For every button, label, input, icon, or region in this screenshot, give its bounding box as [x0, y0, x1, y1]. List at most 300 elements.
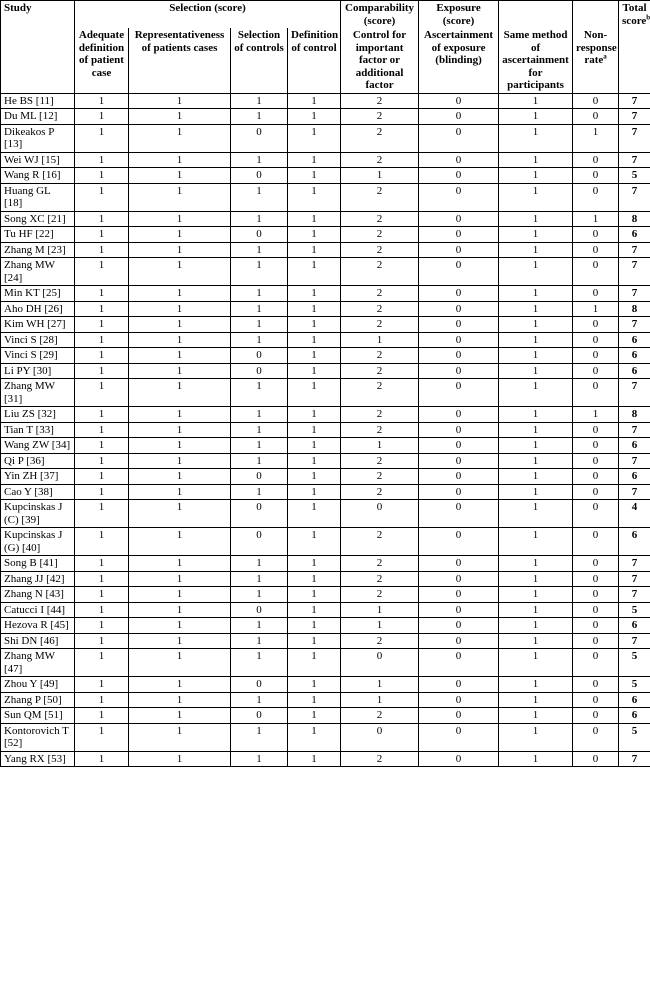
score-cell: 1: [499, 211, 573, 227]
score-cell: 0: [231, 168, 288, 184]
score-cell: 1: [231, 587, 288, 603]
score-cell: 1: [75, 227, 129, 243]
score-cell: 1: [499, 571, 573, 587]
score-cell: 2: [341, 348, 419, 364]
score-cell: 1: [341, 332, 419, 348]
score-cell: 0: [573, 93, 619, 109]
score-cell: 1: [499, 677, 573, 693]
study-cell: Kim WH [27]: [1, 317, 75, 333]
score-cell: 1: [288, 649, 341, 677]
study-cell: Tian T [33]: [1, 422, 75, 438]
score-cell: 0: [419, 484, 499, 500]
score-cell: 1: [231, 751, 288, 767]
same-method-header: Same method of ascertainment for participants: [499, 28, 573, 93]
score-cell: 1: [573, 407, 619, 423]
score-cell: 1: [231, 152, 288, 168]
score-cell: 0: [419, 363, 499, 379]
total-score-cell: 8: [619, 407, 650, 423]
score-cell: 1: [341, 618, 419, 634]
score-cell: 1: [75, 242, 129, 258]
score-cell: 1: [75, 484, 129, 500]
score-cell: 1: [288, 587, 341, 603]
score-cell: 1: [75, 379, 129, 407]
score-cell: 0: [573, 556, 619, 572]
score-cell: 1: [288, 723, 341, 751]
score-cell: 0: [419, 109, 499, 125]
score-cell: 0: [231, 602, 288, 618]
score-cell: 2: [341, 528, 419, 556]
score-cell: 1: [129, 602, 231, 618]
score-cell: 0: [419, 317, 499, 333]
score-cell: 0: [419, 301, 499, 317]
table-row: [1, 332, 650, 348]
score-cell: 0: [231, 677, 288, 693]
table-row: [1, 723, 650, 751]
score-cell: 1: [129, 751, 231, 767]
score-cell: 1: [573, 301, 619, 317]
score-cell: 1: [129, 556, 231, 572]
table-row: [1, 183, 650, 211]
score-cell: 1: [499, 649, 573, 677]
score-cell: 0: [573, 332, 619, 348]
score-cell: 1: [341, 438, 419, 454]
score-cell: 0: [573, 242, 619, 258]
table-row: [1, 618, 650, 634]
table-row: [1, 469, 650, 485]
score-cell: 0: [573, 453, 619, 469]
score-cell: 1: [499, 258, 573, 286]
table-row: [1, 168, 650, 184]
total-score-cell: 5: [619, 649, 650, 677]
total-score-cell: 7: [619, 124, 650, 152]
score-cell: 2: [341, 152, 419, 168]
score-cell: 0: [573, 286, 619, 302]
score-cell: 0: [573, 469, 619, 485]
score-cell: 1: [231, 692, 288, 708]
score-cell: 0: [341, 723, 419, 751]
score-cell: 1: [288, 571, 341, 587]
score-cell: 1: [129, 242, 231, 258]
total-score-cell: 6: [619, 363, 650, 379]
total-score-cell: 6: [619, 528, 650, 556]
score-cell: 1: [341, 602, 419, 618]
score-cell: 1: [75, 618, 129, 634]
score-cell: 1: [288, 692, 341, 708]
score-cell: 1: [288, 211, 341, 227]
study-cell: Zhang M [23]: [1, 242, 75, 258]
table-row: [1, 317, 650, 333]
table-row: [1, 211, 650, 227]
study-cell: Aho DH [26]: [1, 301, 75, 317]
score-cell: 1: [231, 723, 288, 751]
score-cell: 1: [499, 453, 573, 469]
score-cell: 1: [75, 723, 129, 751]
study-cell: Yang RX [53]: [1, 751, 75, 767]
score-cell: 1: [499, 227, 573, 243]
score-cell: 1: [75, 500, 129, 528]
score-cell: 2: [341, 242, 419, 258]
score-cell: 0: [573, 168, 619, 184]
score-cell: 0: [419, 677, 499, 693]
score-cell: 1: [288, 528, 341, 556]
study-cell: Tu HF [22]: [1, 227, 75, 243]
score-cell: 1: [231, 407, 288, 423]
score-cell: 0: [573, 708, 619, 724]
score-cell: 1: [129, 363, 231, 379]
score-cell: 1: [573, 124, 619, 152]
score-cell: 0: [573, 528, 619, 556]
total-score-cell: 7: [619, 152, 650, 168]
total-score-cell: 7: [619, 258, 650, 286]
score-cell: 1: [288, 379, 341, 407]
score-cell: 0: [419, 348, 499, 364]
table-row: [1, 363, 650, 379]
score-cell: 1: [231, 556, 288, 572]
score-cell: 0: [419, 587, 499, 603]
total-score-cell: 7: [619, 453, 650, 469]
table-row: [1, 258, 650, 286]
score-cell: 1: [129, 152, 231, 168]
score-cell: 1: [288, 301, 341, 317]
score-cell: 0: [573, 363, 619, 379]
score-cell: 2: [341, 469, 419, 485]
score-cell: 1: [499, 332, 573, 348]
score-cell: 1: [129, 708, 231, 724]
score-cell: 0: [419, 692, 499, 708]
table-row: [1, 93, 650, 109]
score-cell: 1: [499, 317, 573, 333]
score-cell: 1: [231, 286, 288, 302]
study-cell: Sun QM [51]: [1, 708, 75, 724]
score-cell: 1: [288, 183, 341, 211]
score-cell: 1: [288, 556, 341, 572]
score-cell: 2: [341, 183, 419, 211]
score-cell: 1: [129, 500, 231, 528]
score-cell: 0: [419, 242, 499, 258]
total-score-cell: 8: [619, 301, 650, 317]
study-cell: Vinci S [29]: [1, 348, 75, 364]
table-row: [1, 484, 650, 500]
score-cell: 1: [499, 301, 573, 317]
score-cell: 0: [231, 500, 288, 528]
study-cell: Zhang JJ [42]: [1, 571, 75, 587]
score-cell: 1: [288, 633, 341, 649]
score-cell: 0: [573, 751, 619, 767]
score-cell: 0: [419, 453, 499, 469]
score-cell: 1: [75, 348, 129, 364]
score-cell: 0: [419, 286, 499, 302]
score-cell: 1: [499, 692, 573, 708]
score-cell: 1: [288, 348, 341, 364]
score-cell: 0: [573, 438, 619, 454]
score-cell: 1: [75, 407, 129, 423]
score-cell: 1: [573, 211, 619, 227]
score-cell: 1: [288, 453, 341, 469]
score-cell: 1: [129, 301, 231, 317]
study-cell: Yin ZH [37]: [1, 469, 75, 485]
table-row: [1, 677, 650, 693]
score-cell: 1: [231, 618, 288, 634]
table-row: [1, 708, 650, 724]
study-cell: Cao Y [38]: [1, 484, 75, 500]
score-cell: 2: [341, 556, 419, 572]
total-score-cell: 8: [619, 211, 650, 227]
score-cell: 1: [288, 109, 341, 125]
score-cell: 1: [499, 379, 573, 407]
score-cell: 0: [419, 332, 499, 348]
score-cell: 1: [231, 109, 288, 125]
score-cell: 0: [573, 152, 619, 168]
score-cell: 1: [231, 379, 288, 407]
table-row: [1, 571, 650, 587]
score-cell: 1: [129, 109, 231, 125]
score-cell: 1: [129, 528, 231, 556]
score-cell: 1: [499, 422, 573, 438]
score-cell: 1: [288, 363, 341, 379]
score-cell: 0: [419, 422, 499, 438]
score-cell: 1: [75, 109, 129, 125]
total-score-cell: 6: [619, 692, 650, 708]
score-cell: 1: [288, 124, 341, 152]
study-cell: Vinci S [28]: [1, 332, 75, 348]
table-row: [1, 407, 650, 423]
score-cell: 1: [129, 183, 231, 211]
score-cell: 0: [419, 633, 499, 649]
table-row: [1, 227, 650, 243]
score-cell: 1: [231, 332, 288, 348]
score-cell: 0: [573, 618, 619, 634]
score-cell: 0: [419, 751, 499, 767]
score-cell: 1: [231, 438, 288, 454]
table-row: [1, 556, 650, 572]
score-cell: 1: [288, 469, 341, 485]
score-cell: 1: [499, 708, 573, 724]
table-row: [1, 301, 650, 317]
score-cell: 1: [75, 453, 129, 469]
score-cell: 1: [75, 152, 129, 168]
score-cell: 2: [341, 379, 419, 407]
study-cell: Li PY [30]: [1, 363, 75, 379]
score-cell: 0: [573, 484, 619, 500]
score-cell: 0: [231, 528, 288, 556]
table-row: [1, 528, 650, 556]
score-cell: 0: [573, 348, 619, 364]
score-cell: 1: [231, 571, 288, 587]
score-cell: 0: [419, 168, 499, 184]
score-cell: 1: [75, 317, 129, 333]
score-cell: 1: [288, 152, 341, 168]
study-cell: Zhang N [43]: [1, 587, 75, 603]
score-cell: 1: [75, 556, 129, 572]
total-score-cell: 7: [619, 571, 650, 587]
score-cell: 1: [231, 242, 288, 258]
score-cell: 1: [129, 469, 231, 485]
score-cell: 1: [499, 407, 573, 423]
control-factor-header: Control for important factor or additional factor: [341, 28, 419, 93]
score-cell: 1: [75, 649, 129, 677]
score-cell: 1: [75, 602, 129, 618]
score-cell: 0: [419, 379, 499, 407]
study-cell: Wang ZW [34]: [1, 438, 75, 454]
score-cell: 1: [129, 124, 231, 152]
study-cell: Kontorovich T [52]: [1, 723, 75, 751]
score-cell: 0: [573, 587, 619, 603]
table-row: [1, 124, 650, 152]
score-cell: 1: [75, 422, 129, 438]
score-cell: 1: [129, 332, 231, 348]
score-cell: 1: [499, 587, 573, 603]
score-cell: 2: [341, 301, 419, 317]
score-cell: 2: [341, 363, 419, 379]
study-cell: Zhang MW [47]: [1, 649, 75, 677]
score-cell: 1: [75, 469, 129, 485]
score-cell: 2: [341, 124, 419, 152]
study-cell: Zhang MW [31]: [1, 379, 75, 407]
score-cell: 0: [419, 93, 499, 109]
study-cell: Song XC [21]: [1, 211, 75, 227]
score-cell: 1: [288, 332, 341, 348]
score-cell: 0: [419, 649, 499, 677]
total-score-cell: 5: [619, 677, 650, 693]
score-cell: 1: [75, 363, 129, 379]
score-cell: 1: [75, 286, 129, 302]
selection-of-controls-header: Selection of controls: [231, 28, 288, 93]
score-cell: 0: [419, 556, 499, 572]
score-cell: 0: [573, 723, 619, 751]
score-cell: 1: [288, 258, 341, 286]
score-cell: 0: [231, 363, 288, 379]
score-cell: 1: [499, 500, 573, 528]
score-cell: 1: [499, 93, 573, 109]
nonresponse-footnote-mark: a: [603, 52, 607, 61]
score-cell: 0: [419, 500, 499, 528]
total-score-cell: 7: [619, 93, 650, 109]
score-cell: 2: [341, 211, 419, 227]
score-cell: 0: [419, 528, 499, 556]
score-cell: 1: [499, 484, 573, 500]
score-cell: 1: [129, 93, 231, 109]
score-cell: 1: [129, 677, 231, 693]
score-cell: 2: [341, 93, 419, 109]
score-cell: 1: [75, 93, 129, 109]
score-cell: 0: [231, 124, 288, 152]
score-cell: 1: [288, 422, 341, 438]
study-cell: Wei WJ [15]: [1, 152, 75, 168]
total-score-cell: 5: [619, 168, 650, 184]
total-score-header: Total score$^b$: [619, 1, 650, 94]
score-cell: 1: [499, 602, 573, 618]
score-cell: 1: [341, 677, 419, 693]
score-cell: 1: [499, 469, 573, 485]
score-cell: 1: [75, 438, 129, 454]
study-cell: Kupcinskas J (C) [39]: [1, 500, 75, 528]
score-cell: 0: [419, 211, 499, 227]
representativeness-header: Representativeness of patients cases: [129, 28, 231, 93]
study-cell: Liu ZS [32]: [1, 407, 75, 423]
score-cell: 2: [341, 633, 419, 649]
table-row: [1, 453, 650, 469]
score-cell: 0: [573, 571, 619, 587]
table-row: [1, 438, 650, 454]
study-cell: Song B [41]: [1, 556, 75, 572]
score-cell: 1: [341, 692, 419, 708]
score-cell: 1: [231, 258, 288, 286]
table-row: [1, 751, 650, 767]
total-score-cell: 7: [619, 183, 650, 211]
score-cell: 2: [341, 751, 419, 767]
score-cell: 0: [231, 348, 288, 364]
total-score-cell: 7: [619, 633, 650, 649]
score-cell: 0: [573, 633, 619, 649]
score-cell: 0: [573, 109, 619, 125]
total-score-cell: 6: [619, 469, 650, 485]
score-cell: 0: [573, 379, 619, 407]
score-cell: 1: [288, 407, 341, 423]
score-cell: 0: [419, 152, 499, 168]
table-row: [1, 500, 650, 528]
score-cell: 1: [75, 528, 129, 556]
score-cell: 1: [75, 168, 129, 184]
score-cell: 1: [129, 484, 231, 500]
score-cell: 1: [129, 317, 231, 333]
score-cell: 0: [573, 258, 619, 286]
total-score-cell: 4: [619, 500, 650, 528]
score-cell: 1: [75, 708, 129, 724]
table-row: [1, 286, 650, 302]
score-cell: 1: [129, 286, 231, 302]
score-cell: 1: [231, 484, 288, 500]
study-cell: Zhang P [50]: [1, 692, 75, 708]
study-cell: Huang GL [18]: [1, 183, 75, 211]
total-score-footnote-mark: b: [646, 12, 650, 21]
score-cell: 2: [341, 317, 419, 333]
score-cell: 1: [499, 528, 573, 556]
table-row: [1, 602, 650, 618]
score-cell: 1: [499, 751, 573, 767]
score-cell: 1: [499, 124, 573, 152]
study-cell: He BS [11]: [1, 93, 75, 109]
total-score-cell: 6: [619, 227, 650, 243]
score-cell: 2: [341, 407, 419, 423]
score-cell: 0: [419, 227, 499, 243]
score-cell: 1: [341, 168, 419, 184]
score-cell: 1: [499, 183, 573, 211]
study-cell: Shi DN [46]: [1, 633, 75, 649]
study-cell: Zhou Y [49]: [1, 677, 75, 693]
total-score-cell: 5: [619, 602, 650, 618]
score-cell: 2: [341, 422, 419, 438]
score-cell: 0: [231, 708, 288, 724]
score-cell: 1: [499, 242, 573, 258]
score-cell: 1: [129, 587, 231, 603]
table-row: [1, 649, 650, 677]
score-cell: 1: [75, 124, 129, 152]
score-cell: 1: [499, 348, 573, 364]
score-cell: 0: [573, 692, 619, 708]
score-cell: 2: [341, 484, 419, 500]
score-cell: 1: [75, 677, 129, 693]
score-cell: 1: [75, 692, 129, 708]
score-cell: 2: [341, 109, 419, 125]
table-row: [1, 348, 650, 364]
total-score-cell: 7: [619, 242, 650, 258]
score-cell: 1: [499, 556, 573, 572]
total-score-cell: 7: [619, 556, 650, 572]
score-cell: 1: [231, 183, 288, 211]
total-score-cell: 5: [619, 723, 650, 751]
score-cell: 1: [499, 363, 573, 379]
score-cell: 0: [419, 723, 499, 751]
